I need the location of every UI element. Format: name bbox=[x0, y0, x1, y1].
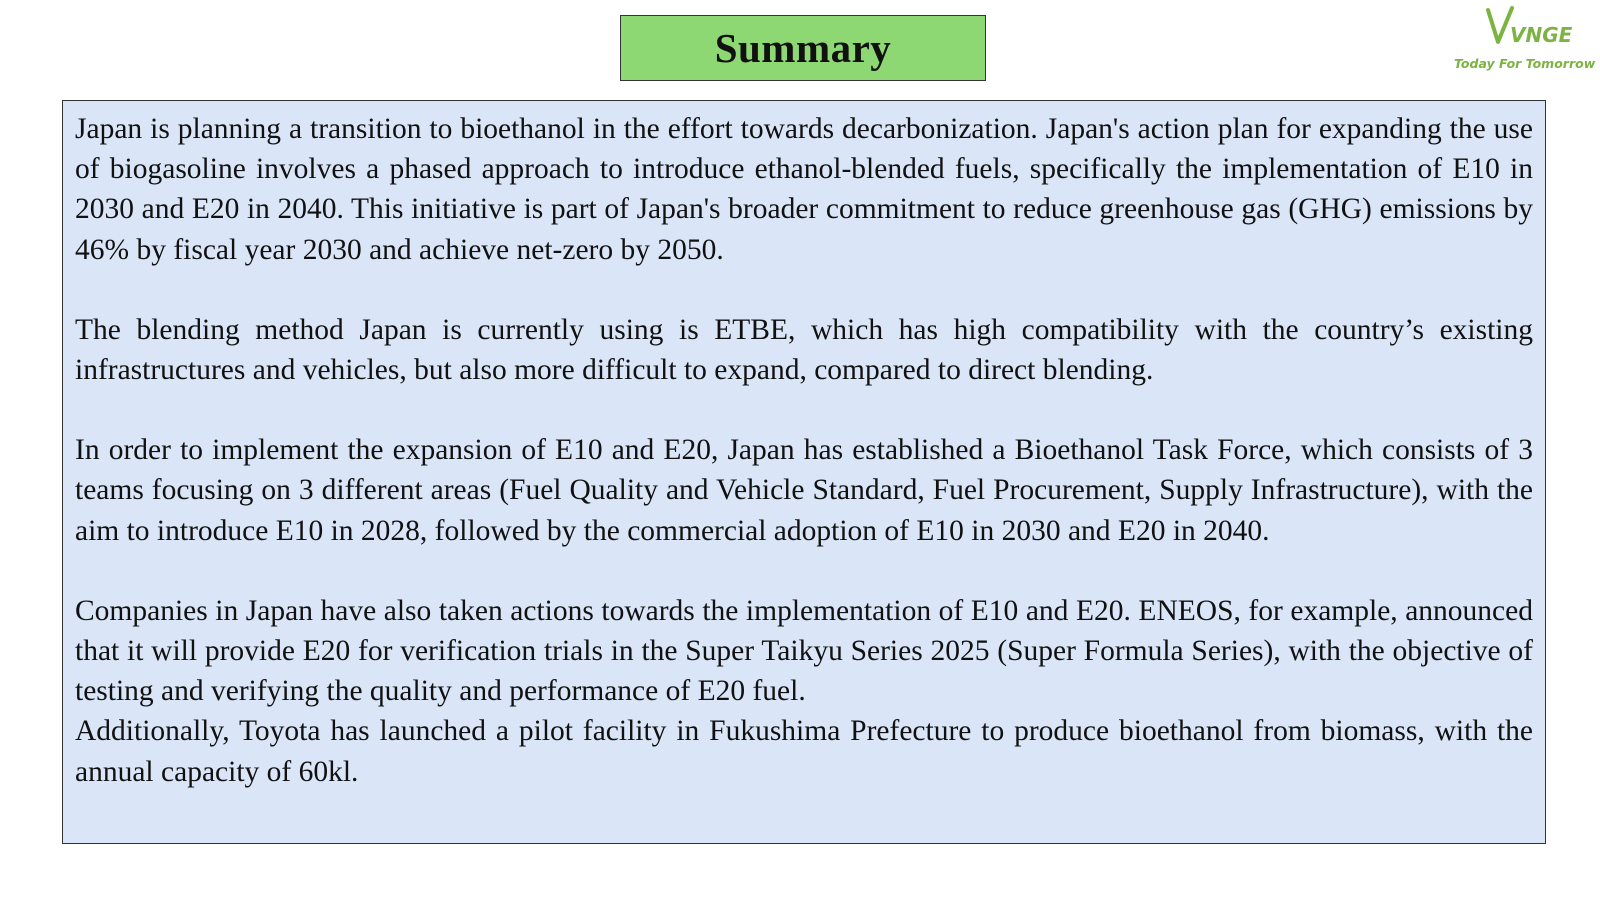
title-box bbox=[620, 15, 986, 81]
summary-content-box bbox=[62, 100, 1546, 844]
logo-tagline: Today For Tomorrow bbox=[1454, 56, 1596, 71]
page-title: Summary bbox=[714, 25, 892, 71]
vnge-logo-icon bbox=[1486, 6, 1573, 50]
summary-paragraph-3: In order to implement the expansion of E10 and E20, Japan has established a Bioethanol Task Force, which consists of 3 teams focusing on 3 different areas (Fuel Quality and Vehicle Standard, Fuel Procurement, Supply Infrastructure), with the aim to introduce E10 in 2028, followed by the commercial adoption of E10 in 2030 and E20 in 2040. bbox=[75, 434, 1533, 547]
logo bbox=[1440, 6, 1596, 76]
summary-paragraph-2: The blending method Japan is currently using is ETBE, which has high compatibility with the country’s existing infrastructures and vehicles, but also more difficult to expand, compared to direct blending. bbox=[75, 313, 1533, 387]
summary-paragraph-5: Additionally, Toyota has launched a pilot facility in Fukushima Prefecture to produce bioethanol from biomass, with the annual capacity of 60kl. bbox=[75, 715, 1533, 788]
summary-paragraph-1: Japan is planning a transition to bioethanol in the effort towards decarbonization. Japan's action plan for expanding the use of biogasoline involves a phased approach to introduce ethanol-blended fuels, specifically the implementation of E10 in 2030 and E20 in 2040. This initiative is part of Japan's broader commitment to reduce greenhouse gas (GHG) emissions by 46% by fiscal year 2030 and achieve net-zero by 2050. bbox=[75, 113, 1533, 266]
summary-paragraph-4: Companies in Japan have also taken actions towards the implementation of E10 and E20. ENEOS, for example, announced that it will provide E20 for verification trials in the Super Taikyu Series 2025 (Super Formula Series), with the objective of testing and verifying the quality and performance of E20 fuel. bbox=[75, 594, 1533, 708]
logo-mark-text: VNGE bbox=[1510, 23, 1573, 47]
